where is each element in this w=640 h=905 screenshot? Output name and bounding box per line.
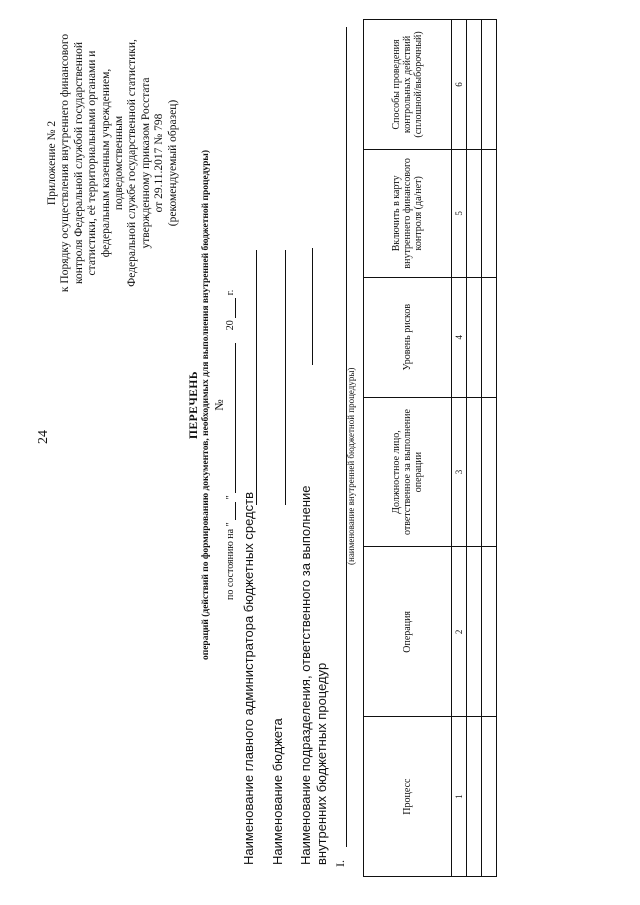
appendix-line: от 29.11.2017 № 798 [153, 113, 166, 213]
table-cell [482, 397, 497, 547]
table-header-row [364, 20, 452, 877]
as-of-year: 20 [225, 320, 236, 331]
column-number: 2 [452, 547, 467, 717]
appendix-line: Федеральной службе государственной статистики, [126, 39, 139, 287]
appendix-header [46, 33, 180, 293]
number-label: № [212, 399, 226, 411]
table-cell [467, 547, 482, 717]
budget-field-line [285, 250, 286, 505]
header-risk-level: Уровень рисков [364, 277, 452, 397]
budget-field-label: Наименование бюджета [270, 718, 285, 865]
table-cell [482, 547, 497, 717]
admin-field-label: Наименование главного администратора бюджетных средств [241, 491, 256, 865]
appendix-line: Приложение № 2 [46, 120, 58, 206]
appendix-line: статистики, её территориальными органами и [86, 50, 99, 276]
table-row [467, 20, 482, 877]
table-row [482, 20, 497, 877]
table-cell [467, 277, 482, 397]
header-responsible: Должностное лицо, ответственное за выполнение операции [364, 397, 452, 547]
appendix-line: утвержденному приказом Росстата [139, 77, 152, 249]
year-blank [225, 298, 236, 318]
table-cell [467, 717, 482, 877]
table-cell [467, 397, 482, 547]
as-of-quote: " [225, 495, 236, 500]
appendix-line: контроля Федеральной службой государственной [72, 41, 85, 285]
table-cell [482, 149, 497, 277]
column-number: 5 [452, 149, 467, 277]
appendix-line: федеральным казенным учреждением, подведомственным [99, 68, 126, 258]
column-number: 3 [452, 397, 467, 547]
document-subtitle: операций (действий по формированию документов, необходимых для выполнения внутренней бюджетной процедуры) [201, 149, 211, 661]
column-number: 6 [452, 20, 467, 150]
division-field-line [312, 248, 313, 365]
column-number: 4 [452, 277, 467, 397]
division-field-label-2: внутренних бюджетных процедур [314, 662, 329, 865]
procedure-name-caption: (наименование внутренней бюджетной процедуры) [346, 367, 356, 565]
document-title-block [188, 55, 227, 755]
section-number: I. [333, 860, 347, 867]
admin-field-line [256, 250, 257, 505]
table-cell [482, 277, 497, 397]
division-field-label-1: Наименование подразделения, ответственного за выполнение [298, 485, 313, 865]
day-blank [225, 502, 236, 520]
operations-table [363, 19, 497, 877]
page-number: 24 [36, 430, 51, 444]
table-cell [467, 20, 482, 150]
document-title: ПЕРЕЧЕНЬ [188, 371, 200, 439]
table-cell [482, 20, 497, 150]
month-blank [225, 343, 236, 493]
as-of-date [225, 290, 236, 600]
as-of-suffix: г. [225, 289, 236, 296]
column-number: 1 [452, 717, 467, 877]
header-process: Процесс [364, 717, 452, 877]
header-operation: Операция [364, 547, 452, 717]
appendix-line: (рекомендуемый образец) [166, 99, 179, 227]
table-number-row [452, 20, 467, 877]
header-control-methods: Способы проведения контрольных действий (сплошной/выборочный) [364, 20, 452, 150]
appendix-line: к Порядку осуществления внутреннего финансового [59, 33, 72, 293]
table-cell [482, 717, 497, 877]
table-cell [467, 149, 482, 277]
as-of-prefix: по состоянию на " [225, 522, 236, 600]
header-include-in-map: Включить в карту внутреннего финансового контроля (да/нет) [364, 149, 452, 277]
